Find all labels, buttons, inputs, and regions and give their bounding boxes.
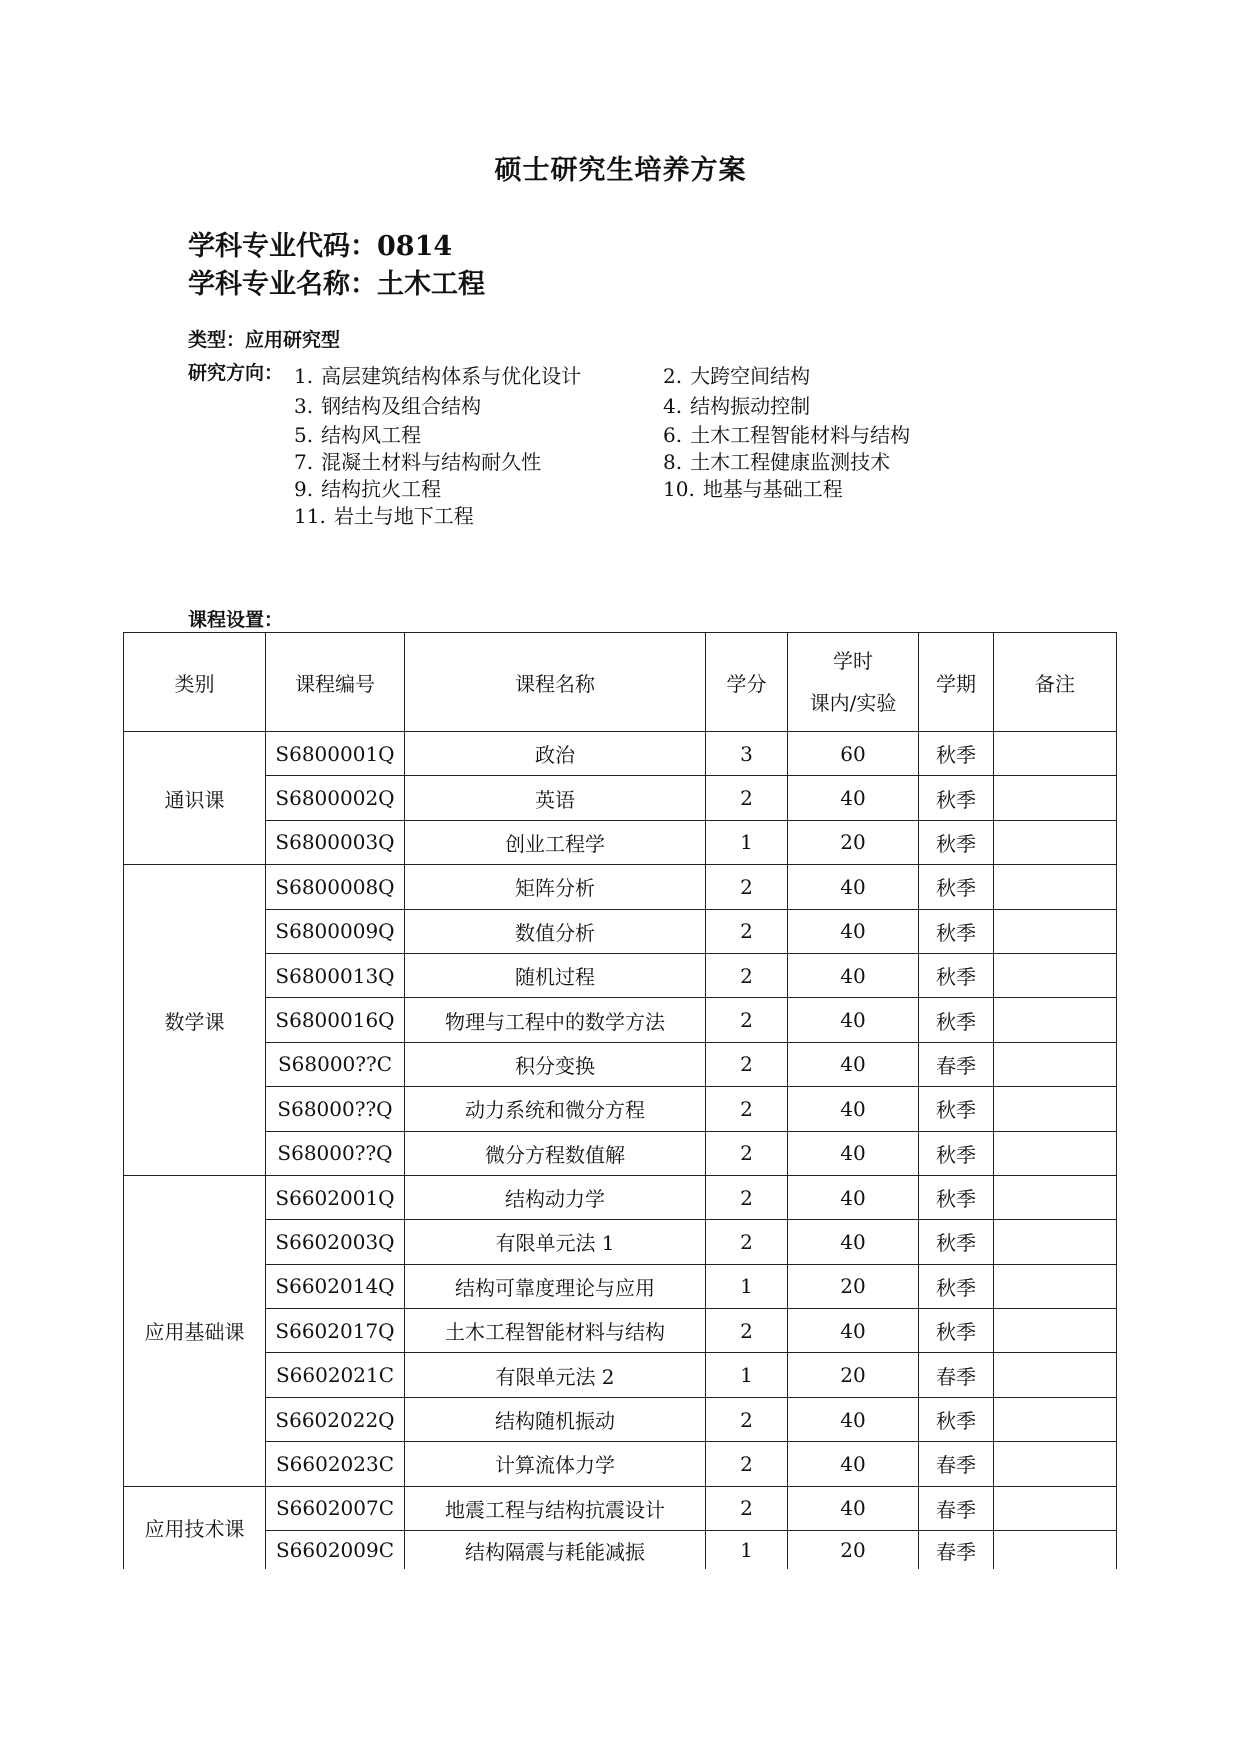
table-header-row xyxy=(124,633,1117,732)
cell-notes xyxy=(994,865,1117,909)
research-direction-item xyxy=(294,419,421,448)
research-direction-text: 地基与基础工程 xyxy=(702,477,843,501)
cell-name: 矩阵分析 xyxy=(405,865,706,909)
cell-code: S6800008Q xyxy=(266,865,405,909)
research-direction-item xyxy=(663,419,910,448)
cell-notes xyxy=(994,820,1117,864)
major-name: 学科专业名称：土木工程 xyxy=(188,269,485,300)
cell-term: 秋季 xyxy=(919,776,994,820)
cell-name: 结构可靠度理论与应用 xyxy=(405,1264,706,1308)
cell-notes xyxy=(994,909,1117,953)
research-direction-number: 4. xyxy=(663,394,683,418)
cell-code: S6602023C xyxy=(266,1442,405,1486)
cell-code: S6800013Q xyxy=(266,953,405,997)
research-direction-number: 6. xyxy=(663,423,683,447)
research-direction-number: 10. xyxy=(663,477,695,501)
cell-name: 物理与工程中的数学方法 xyxy=(405,998,706,1042)
cell-code: S6800016Q xyxy=(266,998,405,1042)
header-term: 学期 xyxy=(919,633,994,732)
cell-credits: 1 xyxy=(706,820,788,864)
table-row xyxy=(124,1486,1117,1530)
research-direction-text: 钢结构及组合结构 xyxy=(321,394,482,418)
cell-term: 秋季 xyxy=(919,1264,994,1308)
cell-notes xyxy=(994,1309,1117,1353)
table-row xyxy=(124,1220,1117,1264)
research-direction-item xyxy=(663,390,810,419)
cell-name: 计算流体力学 xyxy=(405,1442,706,1486)
cell-name: 有限单元法 1 xyxy=(405,1220,706,1264)
category-cell: 应用技术课 xyxy=(124,1486,266,1569)
cell-notes xyxy=(994,1486,1117,1530)
research-direction-item xyxy=(294,446,541,475)
category-cell: 通识课 xyxy=(124,732,266,865)
cell-hours: 60 xyxy=(788,732,919,776)
table-row xyxy=(124,1442,1117,1486)
cell-term: 秋季 xyxy=(919,1309,994,1353)
cell-notes xyxy=(994,1531,1117,1570)
cell-term: 秋季 xyxy=(919,1220,994,1264)
cell-code: S6602003Q xyxy=(266,1220,405,1264)
research-direction-text: 结构风工程 xyxy=(321,423,422,447)
table-row xyxy=(124,1131,1117,1175)
cell-hours: 40 xyxy=(788,776,919,820)
table-row xyxy=(124,1397,1117,1441)
table-row xyxy=(124,732,1117,776)
cell-code: S6800001Q xyxy=(266,732,405,776)
research-direction-number: 9. xyxy=(294,477,314,501)
cell-term: 秋季 xyxy=(919,1175,994,1219)
cell-notes xyxy=(994,1442,1117,1486)
cell-name: 地震工程与结构抗震设计 xyxy=(405,1486,706,1530)
table-row xyxy=(124,909,1117,953)
cell-notes xyxy=(994,1353,1117,1397)
cell-name: 英语 xyxy=(405,776,706,820)
cell-hours: 40 xyxy=(788,1087,919,1131)
research-direction-number: 3. xyxy=(294,394,314,418)
cell-notes xyxy=(994,776,1117,820)
cell-credits: 2 xyxy=(706,1442,788,1486)
cell-code: S6602001Q xyxy=(266,1175,405,1219)
table-row xyxy=(124,953,1117,997)
cell-term: 春季 xyxy=(919,1353,994,1397)
cell-name: 动力系统和微分方程 xyxy=(405,1087,706,1131)
cell-credits: 2 xyxy=(706,909,788,953)
program-type: 类型：应用研究型 xyxy=(188,329,341,351)
research-direction-text: 混凝土材料与结构耐久性 xyxy=(321,450,542,474)
header-credits: 学分 xyxy=(706,633,788,732)
cell-name: 数值分析 xyxy=(405,909,706,953)
cell-code: S6800009Q xyxy=(266,909,405,953)
cell-term: 秋季 xyxy=(919,820,994,864)
cell-credits: 2 xyxy=(706,1131,788,1175)
cell-credits: 1 xyxy=(706,1264,788,1308)
cell-credits: 2 xyxy=(706,1042,788,1086)
cell-name: 有限单元法 2 xyxy=(405,1353,706,1397)
cell-name: 政治 xyxy=(405,732,706,776)
cell-hours: 40 xyxy=(788,953,919,997)
cell-code: S6602021C xyxy=(266,1353,405,1397)
header-hours xyxy=(788,633,919,732)
cell-code: S6602009C xyxy=(266,1531,405,1570)
cell-notes xyxy=(994,1397,1117,1441)
research-direction-number: 2. xyxy=(663,364,683,388)
header-name: 课程名称 xyxy=(405,633,706,732)
cell-hours: 40 xyxy=(788,1397,919,1441)
cell-credits: 2 xyxy=(706,776,788,820)
table-row xyxy=(124,776,1117,820)
cell-name: 结构动力学 xyxy=(405,1175,706,1219)
table-row xyxy=(124,820,1117,864)
cell-term: 秋季 xyxy=(919,998,994,1042)
cell-hours: 40 xyxy=(788,1220,919,1264)
cell-credits: 2 xyxy=(706,1087,788,1131)
cell-term: 秋季 xyxy=(919,865,994,909)
research-direction-text: 岩土与地下工程 xyxy=(333,504,474,528)
research-direction-text: 土木工程智能材料与结构 xyxy=(690,423,911,447)
cell-credits: 2 xyxy=(706,1220,788,1264)
cell-name: 结构随机振动 xyxy=(405,1397,706,1441)
cell-code: S6602007C xyxy=(266,1486,405,1530)
table-row xyxy=(124,1042,1117,1086)
course-table-body xyxy=(124,732,1117,1570)
research-direction-text: 土木工程健康监测技术 xyxy=(690,450,891,474)
cell-term: 春季 xyxy=(919,1042,994,1086)
cell-credits: 2 xyxy=(706,1309,788,1353)
cell-credits: 2 xyxy=(706,1486,788,1530)
cell-notes xyxy=(994,1175,1117,1219)
research-direction-number: 5. xyxy=(294,423,314,447)
research-direction-text: 高层建筑结构体系与优化设计 xyxy=(321,364,582,388)
cell-hours: 40 xyxy=(788,1175,919,1219)
cell-term: 春季 xyxy=(919,1486,994,1530)
table-row xyxy=(124,865,1117,909)
cell-notes xyxy=(994,732,1117,776)
research-direction-text: 大跨空间结构 xyxy=(690,364,811,388)
research-direction-item xyxy=(663,446,890,475)
header-category: 类别 xyxy=(124,633,266,732)
cell-term: 春季 xyxy=(919,1442,994,1486)
cell-notes xyxy=(994,1264,1117,1308)
cell-notes xyxy=(994,1087,1117,1131)
cell-code: S68000??C xyxy=(266,1042,405,1086)
cell-term: 春季 xyxy=(919,1531,994,1570)
table-row xyxy=(124,1175,1117,1219)
research-direction-item xyxy=(294,500,474,529)
research-direction-item xyxy=(663,473,843,502)
cell-hours: 40 xyxy=(788,1131,919,1175)
category-cell: 应用基础课 xyxy=(124,1175,266,1486)
category-cell: 数学课 xyxy=(124,865,266,1176)
cell-notes xyxy=(994,998,1117,1042)
table-row xyxy=(124,1531,1117,1570)
cell-term: 秋季 xyxy=(919,953,994,997)
cell-code: S6602014Q xyxy=(266,1264,405,1308)
cell-hours: 40 xyxy=(788,1486,919,1530)
cell-notes xyxy=(994,953,1117,997)
cell-code: S68000??Q xyxy=(266,1131,405,1175)
research-direction-item xyxy=(294,360,581,389)
cell-notes xyxy=(994,1131,1117,1175)
research-direction-item xyxy=(663,360,810,389)
cell-hours: 40 xyxy=(788,1042,919,1086)
cell-credits: 2 xyxy=(706,998,788,1042)
cell-hours: 20 xyxy=(788,1264,919,1308)
header-hours-bottom: 课内/实验 xyxy=(809,691,897,715)
cell-hours: 20 xyxy=(788,1353,919,1397)
cell-notes xyxy=(994,1220,1117,1264)
research-direction-text: 结构振动控制 xyxy=(690,394,811,418)
cell-term: 秋季 xyxy=(919,909,994,953)
cell-code: S6602022Q xyxy=(266,1397,405,1441)
cell-name: 微分方程数值解 xyxy=(405,1131,706,1175)
cell-hours: 40 xyxy=(788,1309,919,1353)
research-direction-item xyxy=(294,473,441,502)
table-row xyxy=(124,1264,1117,1308)
cell-code: S6800002Q xyxy=(266,776,405,820)
research-direction-item xyxy=(294,390,481,419)
cell-hours: 40 xyxy=(788,909,919,953)
cell-credits: 1 xyxy=(706,1353,788,1397)
cell-credits: 2 xyxy=(706,865,788,909)
table-row xyxy=(124,1087,1117,1131)
cell-hours: 40 xyxy=(788,865,919,909)
research-direction-number: 11. xyxy=(294,504,326,528)
cell-term: 秋季 xyxy=(919,1131,994,1175)
cell-term: 秋季 xyxy=(919,1397,994,1441)
cell-hours: 40 xyxy=(788,998,919,1042)
page-title: 硕士研究生培养方案 xyxy=(494,155,747,186)
research-direction-number: 1. xyxy=(294,364,314,388)
research-direction-text: 结构抗火工程 xyxy=(321,477,442,501)
cell-hours: 20 xyxy=(788,1531,919,1570)
table-row xyxy=(124,1353,1117,1397)
course-table xyxy=(123,632,1117,1569)
major-code: 学科专业代码：0814 xyxy=(188,231,453,262)
table-row xyxy=(124,998,1117,1042)
cell-name: 创业工程学 xyxy=(405,820,706,864)
header-hours-top: 学时 xyxy=(833,649,873,673)
cell-credits: 2 xyxy=(706,1175,788,1219)
cell-term: 秋季 xyxy=(919,1087,994,1131)
cell-name: 土木工程智能材料与结构 xyxy=(405,1309,706,1353)
research-directions-label: 研究方向： xyxy=(188,362,284,384)
table-row xyxy=(124,1309,1117,1353)
cell-name: 积分变换 xyxy=(405,1042,706,1086)
cell-credits: 2 xyxy=(706,953,788,997)
cell-code: S68000??Q xyxy=(266,1087,405,1131)
cell-name: 结构隔震与耗能减振 xyxy=(405,1531,706,1570)
cell-credits: 3 xyxy=(706,732,788,776)
cell-credits: 2 xyxy=(706,1397,788,1441)
header-code: 课程编号 xyxy=(266,633,405,732)
cell-hours: 20 xyxy=(788,820,919,864)
research-direction-number: 7. xyxy=(294,450,314,474)
cell-credits: 1 xyxy=(706,1531,788,1570)
research-direction-number: 8. xyxy=(663,450,683,474)
course-setup-label: 课程设置： xyxy=(188,609,284,631)
cell-code: S6800003Q xyxy=(266,820,405,864)
cell-term: 秋季 xyxy=(919,732,994,776)
header-notes: 备注 xyxy=(994,633,1117,732)
cell-name: 随机过程 xyxy=(405,953,706,997)
cell-notes xyxy=(994,1042,1117,1086)
cell-code: S6602017Q xyxy=(266,1309,405,1353)
cell-hours: 40 xyxy=(788,1442,919,1486)
